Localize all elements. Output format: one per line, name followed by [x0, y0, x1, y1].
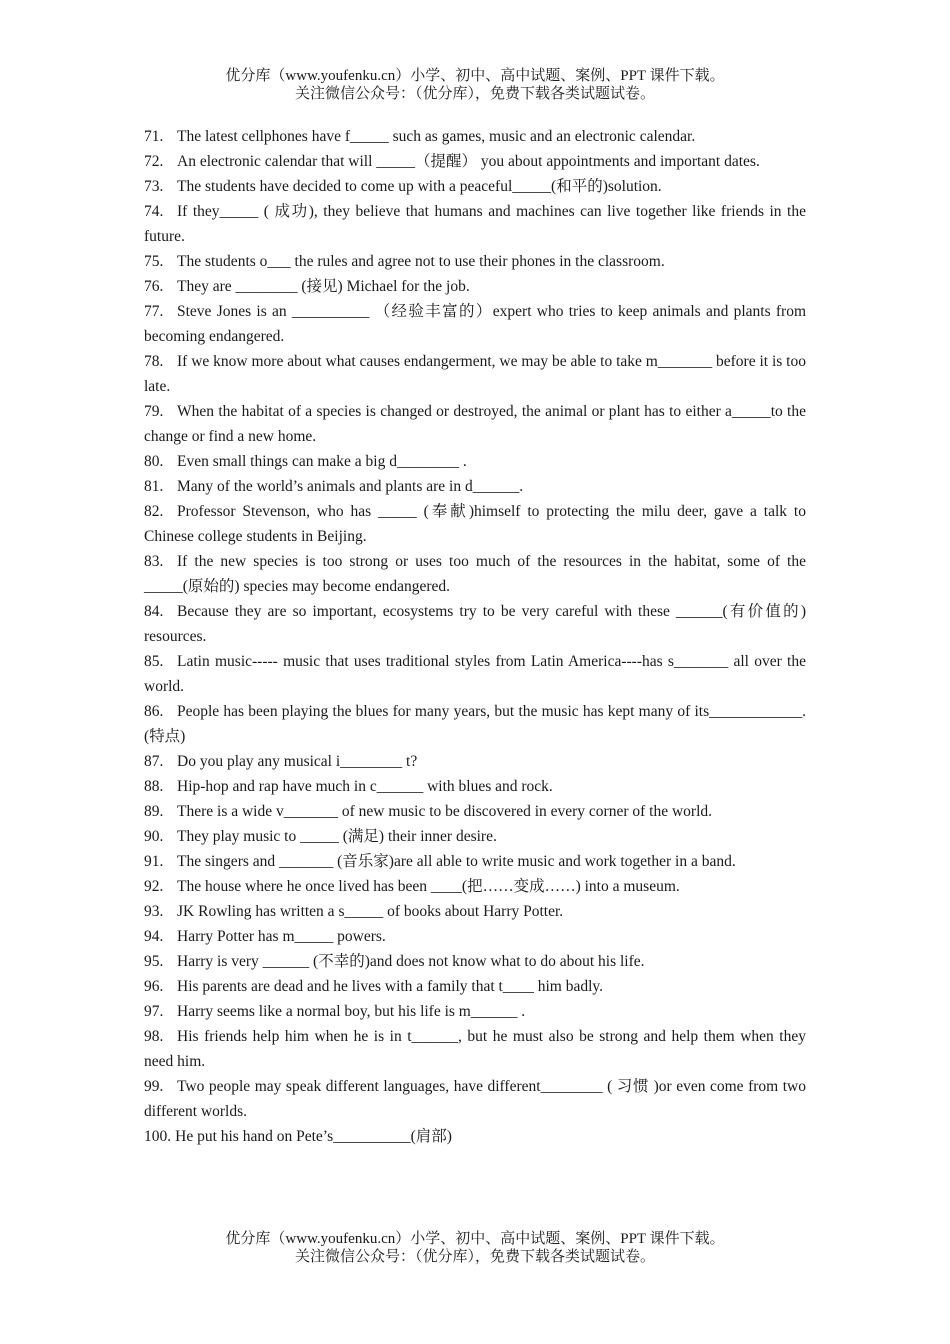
question-95: [144, 949, 806, 974]
header-line-1: 优分库（www.youfenku.cn）小学、初中、高中试题、案例、PPT 课件下载。: [225, 68, 725, 84]
question-76: [144, 274, 806, 299]
question-number: 78.: [144, 353, 164, 370]
question-number: 71.: [144, 128, 164, 145]
question-83: [144, 549, 806, 599]
question-number: 93.: [144, 903, 164, 920]
question-text: If we know more about what causes endangerment, we may be able to take m_______ before it is too late.: [144, 353, 806, 395]
question-text: Do you play any musical i________ t?: [177, 753, 418, 770]
question-number: 99.: [144, 1078, 164, 1095]
question-72: [144, 149, 806, 174]
question-text: Even small things can make a big d________ .: [177, 453, 467, 470]
question-98: [144, 1024, 806, 1074]
question-number: 85.: [144, 653, 164, 670]
question-75: [144, 249, 806, 274]
question-97: [144, 999, 806, 1024]
footer-line-2: 关注微信公众号：（优分库），免费下载各类试题试卷。: [294, 1249, 655, 1265]
question-number: 94.: [144, 928, 164, 945]
question-number: 92.: [144, 878, 164, 895]
question-text: Steve Jones is an __________ （经验丰富的）expert who tries to keep animals and plants from becoming endangered.: [144, 303, 806, 345]
question-99: [144, 1074, 806, 1124]
question-text: His friends help him when he is in t______, but he must also be strong and help them when they need him.: [144, 1028, 806, 1070]
question-number: 86.: [144, 703, 164, 720]
question-number: 82.: [144, 503, 164, 520]
question-71: [144, 124, 806, 149]
question-text: Harry is very ______ (不幸的)and does not know what to do about his life.: [177, 953, 645, 970]
page-footer: [0, 1230, 950, 1266]
question-number: 84.: [144, 603, 164, 620]
question-96: [144, 974, 806, 999]
question-text: The students o___ the rules and agree not to use their phones in the classroom.: [177, 253, 665, 270]
question-text: They play music to _____ (满足) their inner desire.: [177, 828, 497, 845]
question-text: Many of the world’s animals and plants are in d______.: [177, 478, 524, 495]
question-number: 72.: [144, 153, 164, 170]
question-94: [144, 924, 806, 949]
question-number: 87.: [144, 753, 164, 770]
question-number: 83.: [144, 553, 164, 570]
question-text: People has been playing the blues for many years, but the music has kept many of its____________.(特点): [144, 703, 806, 745]
question-list: [144, 124, 806, 1149]
question-number: 79.: [144, 403, 164, 420]
question-100: [144, 1124, 806, 1149]
question-number: 81.: [144, 478, 164, 495]
question-text: Hip-hop and rap have much in c______ with blues and rock.: [177, 778, 553, 795]
question-text: When the habitat of a species is changed or destroyed, the animal or plant has to either a_____to the change or find a new home.: [144, 403, 806, 445]
question-number: 89.: [144, 803, 164, 820]
question-text: His parents are dead and he lives with a family that t____ him badly.: [177, 978, 603, 995]
question-number: 88.: [144, 778, 164, 795]
question-number: 95.: [144, 953, 164, 970]
question-text: The house where he once lived has been ____(把……变成……) into a museum.: [177, 878, 680, 895]
question-number: 96.: [144, 978, 164, 995]
question-number: 74.: [144, 203, 164, 220]
question-number: 77.: [144, 303, 164, 320]
question-87: [144, 749, 806, 774]
footer-line-1: 优分库（www.youfenku.cn）小学、初中、高中试题、案例、PPT 课件下载。: [225, 1231, 725, 1247]
header-line-2: 关注微信公众号：（优分库），免费下载各类试题试卷。: [294, 86, 655, 102]
question-number: 73.: [144, 178, 164, 195]
question-92: [144, 874, 806, 899]
question-number: 97.: [144, 1003, 164, 1020]
question-73: [144, 174, 806, 199]
question-text: An electronic calendar that will _____（提醒） you about appointments and important dates.: [177, 153, 760, 170]
question-80: [144, 449, 806, 474]
question-text: If the new species is too strong or uses too much of the resources in the habitat, some of the _____(原始的) species may become endangered.: [144, 553, 806, 595]
question-number: 76.: [144, 278, 164, 295]
question-number: 80.: [144, 453, 164, 470]
question-text: The latest cellphones have f_____ such as games, music and an electronic calendar.: [177, 128, 696, 145]
question-number: 100.: [144, 1128, 172, 1145]
question-86: [144, 699, 806, 749]
question-93: [144, 899, 806, 924]
question-84: [144, 599, 806, 649]
question-text: Harry Potter has m_____ powers.: [177, 928, 386, 945]
question-77: [144, 299, 806, 349]
question-74: [144, 199, 806, 249]
question-number: 98.: [144, 1028, 164, 1045]
question-85: [144, 649, 806, 699]
question-text: If they_____ ( 成功), they believe that humans and machines can live together like friends in the future.: [144, 203, 806, 245]
question-number: 75.: [144, 253, 164, 270]
question-78: [144, 349, 806, 399]
question-91: [144, 849, 806, 874]
question-text: JK Rowling has written a s_____ of books about Harry Potter.: [177, 903, 564, 920]
question-90: [144, 824, 806, 849]
question-89: [144, 799, 806, 824]
question-81: [144, 474, 806, 499]
question-82: [144, 499, 806, 549]
question-88: [144, 774, 806, 799]
question-text: Harry seems like a normal boy, but his life is m______ .: [177, 1003, 526, 1020]
question-text: Latin music----- music that uses traditional styles from Latin America----has s_______ all over the world.: [144, 653, 806, 695]
question-text: Because they are so important, ecosystems try to be very careful with these ______(有价值的) resources.: [144, 603, 806, 645]
question-text: They are ________ (接见) Michael for the job.: [177, 278, 470, 295]
question-text: Two people may speak different languages, have different________ ( 习惯 )or even come from two different worlds.: [144, 1078, 806, 1120]
question-79: [144, 399, 806, 449]
page-header: [0, 67, 950, 103]
question-number: 91.: [144, 853, 164, 870]
question-text: The singers and _______ (音乐家)are all able to write music and work together in a band.: [177, 853, 736, 870]
question-text: Professor Stevenson, who has _____ (奉献)himself to protecting the milu deer, gave a talk to Chinese college students in Beijing.: [144, 503, 806, 545]
question-text: He put his hand on Pete’s__________(肩部): [175, 1128, 452, 1145]
question-text: There is a wide v_______ of new music to be discovered in every corner of the world.: [177, 803, 713, 820]
question-text: The students have decided to come up with a peaceful_____(和平的)solution.: [177, 178, 662, 195]
question-number: 90.: [144, 828, 164, 845]
